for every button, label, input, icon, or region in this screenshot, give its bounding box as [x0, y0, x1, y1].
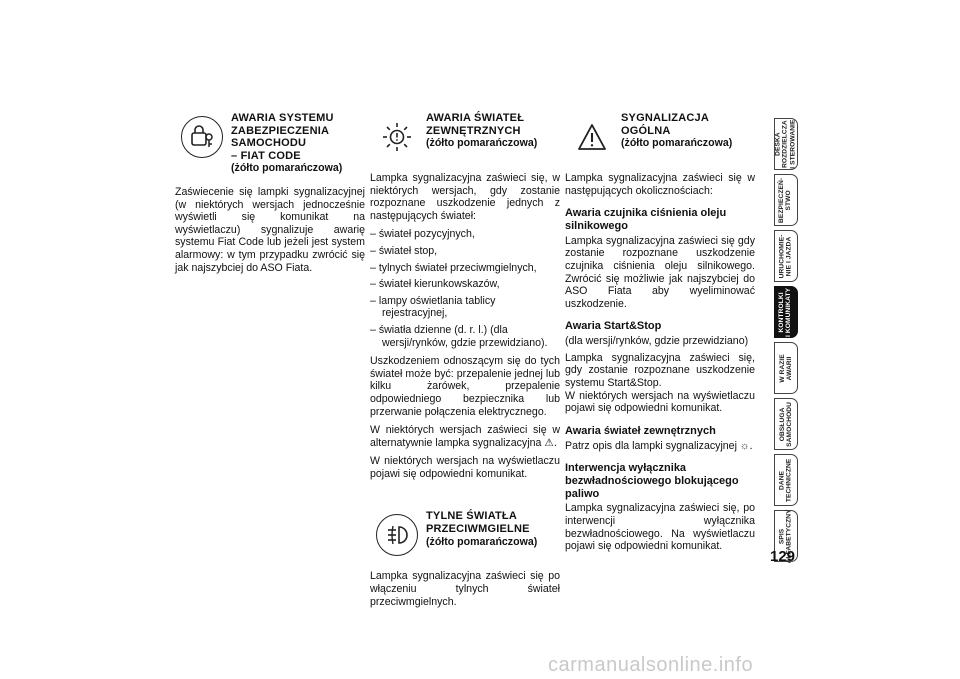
page-number: 129: [770, 548, 796, 565]
rear-fog-light-icon: [376, 514, 418, 556]
column-1: [175, 112, 365, 280]
heading-line: TYLNE ŚWIATŁA: [426, 510, 517, 523]
paragraph: Lampka sygnalizacyjna zaświeci się, w niektórych wersjach, gdy zostanie rozpoznane uszkodzenie jednych z następujących świateł:: [370, 172, 560, 222]
paragraph-text: W niektórych wersjach zaświeci się w alternatywnie lampka sygnalizacyjna: [370, 424, 560, 449]
heading-line: SAMOCHODU: [231, 137, 307, 150]
heading-line: PRZECIWMGIELNE: [426, 523, 530, 536]
paragraph: Lampka sygnalizacyjna zaświeci się, gdy zostanie rozpoznane uszkodzenie systemu Start&Stop.: [565, 351, 755, 389]
exterior-lights-warning-icon: [376, 116, 418, 158]
list-item: – świateł pozycyjnych,: [370, 228, 475, 241]
watermark: carmanualsonline.info: [548, 654, 754, 676]
paragraph: Lampka sygnalizacyjna zaświeci się w następujących okolicznościach:: [565, 172, 755, 197]
paragraph: Lampka sygnalizacyjna zaświeci się po włączeniu tylnych świateł przeciwmgielnych.: [370, 570, 560, 608]
subheading: Interwencja wyłącznika bezwładnościowego blokującego paliwo: [565, 462, 739, 500]
section-header-exterior-lights: [370, 112, 560, 168]
column-3: [565, 112, 755, 559]
tab-label: SPIS ALFABETYCZNY: [778, 509, 794, 563]
section-header-fiat-code: [175, 112, 365, 182]
exterior-lights-icon: ☼: [739, 439, 750, 452]
tab-warning-lights[interactable]: [774, 286, 798, 338]
section-header-general-signal: [565, 112, 755, 168]
paragraph: Uszkodzeniem odnoszącym się do tych świateł może być: przepalenie jednej lub kilku żarówek, przepalenie odpowiedniego bezpiecznika lub przerwanie połączenia elektrycznego.: [370, 355, 560, 418]
tab-dashboard[interactable]: [774, 118, 798, 170]
paragraph: Lampka sygnalizacyjna zaświeci się gdy zostanie rozpoznane uszkodzenie czujnika ciśnienia oleju silnikowego. Zwrócić się możliwie jak najszybciej do ASO Fiata aby wyeliminować uszkodzenie.: [565, 234, 755, 310]
paragraph: Lampka sygnalizacyjna zaświeci się, po interwencji wyłącznika bezwładnościowego. Na wyświetlaczu pojawi się odpowiedni komunikat.: [565, 502, 755, 553]
tab-safety[interactable]: [774, 174, 798, 226]
tab-starting-driving[interactable]: [774, 230, 798, 282]
heading-subtitle: (żółto pomarańczowa): [231, 162, 343, 175]
paragraph-end: .: [553, 436, 557, 449]
paragraph: [565, 440, 755, 453]
paragraph: Zaświecenie się lampki sygnalizacyjnej (w niektórych wersjach jednocześnie wyświetli się komunikat na wyświetlaczu) sygnalizuje awarię systemu Fiat Code lub jeżeli jest system alarmowy: w tym przypadku zwrócić się jak najszybciej do ASO Fiata.: [175, 186, 365, 274]
heading-line: SYGNALIZACJA: [621, 112, 709, 124]
list-item: – lampy oświetlania tablicy rejestracyjnej,: [370, 294, 496, 320]
paragraph-text: Patrz opis dla lampki sygnalizacyjnej: [565, 439, 737, 452]
heading-line: ZEWNĘTRZNYCH: [426, 124, 521, 137]
subheading: Awaria czujnika ciśnienia oleju silnikowego: [565, 207, 727, 232]
warning-triangle-icon: ⚠: [544, 436, 554, 449]
tab-label: KONTROLKI I KOMUNIKATY: [778, 287, 793, 337]
heading-subtitle: (żółto pomarańczowa): [426, 137, 538, 150]
heading-line: AWARIA SYSTEMU: [231, 112, 334, 124]
tab-maintenance[interactable]: [774, 398, 798, 450]
subheading: Awaria świateł zewnętrznych: [565, 424, 716, 437]
list-item: – świateł stop,: [370, 244, 438, 257]
list-item: – światła dzienne (d. r. l.) (dla wersji/rynków, gdzie przewidziano).: [370, 323, 548, 349]
tab-technical-data[interactable]: [774, 454, 798, 506]
heading-line: ZABEZPIECZENIA: [231, 124, 330, 137]
tab-label: BEZPIECZEŃ- STWO: [778, 177, 793, 223]
tab-label: W RAZIE AWARII: [778, 353, 794, 383]
lights-list: [370, 228, 560, 349]
heading-subtitle: (żółto pomarańczowa): [426, 535, 538, 548]
heading-subtitle: (żółto pomarańczowa): [621, 137, 733, 150]
paragraph-end: .: [749, 439, 753, 452]
immobilizer-key-icon: [181, 116, 223, 158]
tab-label: OBSŁUGA SAMOCHODU: [778, 401, 794, 447]
tab-label: DESKA ROZDZIELCZA I STEROWANIE: [774, 119, 797, 169]
paragraph: (dla wersji/rynków, gdzie przewidziano): [565, 335, 749, 348]
paragraph: W niektórych wersjach na wyświetlaczu pojawi się odpowiedni komunikat.: [565, 389, 755, 415]
general-warning-icon: [571, 116, 613, 158]
tab-emergency[interactable]: [774, 342, 798, 394]
paragraph: [370, 424, 560, 449]
heading-line: – FIAT CODE: [231, 149, 301, 162]
list-item: – tylnych świateł przeciwmgielnych,: [370, 261, 537, 274]
subheading: Awaria Start&Stop: [565, 320, 662, 333]
tab-label: URUCHOMIE- NIE I JAZDA: [778, 234, 794, 278]
list-item: – świateł kierunkowskazów,: [370, 278, 500, 291]
heading-line: AWARIA ŚWIATEŁ: [426, 112, 525, 124]
tab-label: DANE TECHNICZNE: [778, 458, 793, 502]
heading-line: OGÓLNA: [621, 124, 671, 137]
section-header-rear-fog: [370, 510, 560, 566]
column-2: [370, 112, 560, 614]
paragraph: W niektórych wersjach na wyświetlaczu pojawi się odpowiedni komunikat.: [370, 455, 560, 480]
